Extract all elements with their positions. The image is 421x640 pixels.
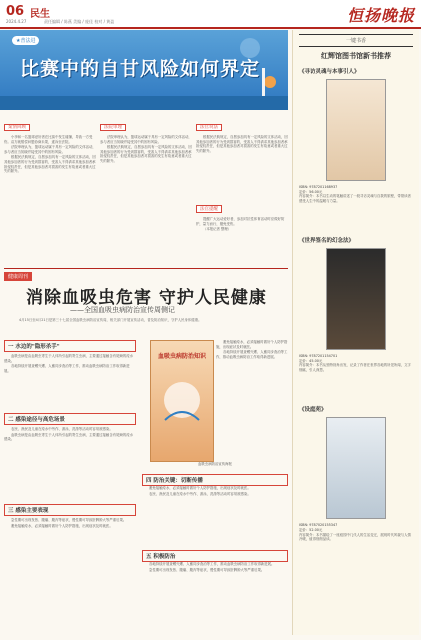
paragraph: 农民、渔民及儿童在疫水中劳作、游泳、洗涤等活动时容易被感染。 xyxy=(11,427,113,431)
paragraph: 各地持续开展查螺灭螺、人畜同步查治等工作，推动血吸虫病防治工作取得新进展。 xyxy=(149,562,275,566)
book-title: 《寻访灵魂与本事引人》 xyxy=(299,69,360,75)
book-isbn: ISBN: 9787201154701 xyxy=(299,354,338,359)
book-cover xyxy=(326,79,386,181)
paragraph: 避免接触疫水，必须接触时做好个人防护措施，出现症状及时就医。 xyxy=(149,486,251,490)
book-summary: 内容简介：本书从独特视角出发，记录了作者在世界各地的所见所闻，文字细腻，引人深思。 xyxy=(299,363,411,372)
feature2-right-column xyxy=(142,340,288,635)
paragraph: 避免接触疫水，必须接触时做好个人防护措施，出现症状及时就医。 xyxy=(216,340,288,349)
sidebar-title: 红辉馆图书馆新书推荐 xyxy=(321,52,391,60)
feature2-left-column xyxy=(4,340,136,635)
feature2-subtitle: ——全国血吸虫病防治宣传周侧记 xyxy=(70,306,175,314)
paragraph: 根据民法典规定，自愿参加具有一定风险的文体活动，因其他参加者的行为受到损害的，受害人不得请求其他参加者承担侵权责任，但是其他参加者对损害的发生有故意或者重大过失的除外。 xyxy=(100,145,192,163)
subhead-case: 案情回顾 xyxy=(4,124,30,131)
issue-date: 2024.4.27 xyxy=(6,19,27,24)
paragraph: 法院审理认为，篮球运动属于具有一定风险的文体活动，参与者应当知晓并接受其中的固有风险。 xyxy=(100,135,192,144)
health-tag: 健康周刊 xyxy=(4,272,32,281)
section-title: 民生 xyxy=(30,9,50,20)
paragraph: 根据民法典规定，自愿参加具有一定风险的文体活动，因其他参加者的行为受到损害的，受害人不得请求其他参加者承担侵权责任，但是其他参加者对损害的发生有故意或者重大过失的除外。 xyxy=(196,135,288,153)
book-summary: 内容简介：本书以生动的笔触讲述了一段寻访灵魂与自我的旅程，带领读者感受人生中的温暖与力量。 xyxy=(299,194,411,203)
paragraph: 各地持续开展查螺灭螺、人畜同步查治等工作，推动血吸虫病防治工作取得新进展。 xyxy=(216,350,288,359)
poster-title: 血吸虫病防治知识 xyxy=(157,353,206,360)
paragraph: 急性期可出现发热、腹痛、腹泻等症状，慢性期可导致肝脾肿大等严重后果。 xyxy=(11,518,127,522)
newspaper-logo: 恒扬晚报 xyxy=(346,6,415,25)
paragraph: 急性期可出现发热、腹痛、腹泻等症状，慢性期可导致肝脾肿大等严重后果。 xyxy=(149,567,265,572)
paragraph: 根据民法典规定，自愿参加具有一定风险的文体活动，因其他参加者的行为受到损害的，受害人不得请求其他参加者承担侵权责任，但是其他参加者对损害的发生有故意或者重大过失的除外。 xyxy=(4,155,96,174)
lead-text: 4月15日至4月21日是第三十七届全国血吸虫病防治宣传周，相关部门开展宣传活动，普及防治知识，守护人民身体健康。 xyxy=(19,318,202,322)
section-heading: 五 积极防治 xyxy=(142,550,288,562)
poster-caption: 血吸虫病防治宣传海报 xyxy=(198,462,232,466)
paragraph: 血吸虫病是由血吸虫寄生于人体所引起的寄生虫病，主要通过接触含有尾蚴的疫水感染。 xyxy=(4,432,134,442)
column-tag: ★普法进 xyxy=(12,36,39,45)
book-isbn: ISBN: 9787201168937 xyxy=(299,185,338,189)
paragraph: 血吸虫病是由血吸虫寄生于人体所引起的寄生虫病，主要通过接触含有尾蚴的疫水感染。 xyxy=(4,354,134,363)
editor-line: 责任编辑 / 陈燕 美编 / 庞佳 校对 / 黄盈 xyxy=(44,19,115,24)
paragraph: 各地持续开展查螺灭螺、人畜同步查治等工作，推动血吸虫病防治工作取得新进展。 xyxy=(4,364,130,373)
section-heading: 一 水边的"隐形杀手" xyxy=(4,340,136,352)
section-heading: 四 防治关键：切断传播 xyxy=(142,474,288,486)
book-isbn: ISBN: 9787020155347 xyxy=(299,523,338,528)
book-item xyxy=(293,67,419,230)
byline: （本报记者 整理） xyxy=(203,227,232,232)
subhead-trial: 法院审理 xyxy=(100,124,126,131)
health-poster xyxy=(150,340,214,462)
book-title: 《设庭苑》 xyxy=(299,407,327,414)
book-item xyxy=(293,230,419,399)
book-price: 定价：45.00元 xyxy=(299,358,323,363)
sidebar-tag: 一键书香 xyxy=(299,34,413,47)
book-summary: 内容简介：本书描绘了一座庭园中几代人的生活变迁，展现时代风貌与人情冷暖，值得细细品读。 xyxy=(299,532,411,542)
page-number: 06 xyxy=(6,4,25,19)
section-heading: 三 感染主要表现 xyxy=(4,504,136,516)
book-sidebar xyxy=(292,30,419,635)
divider xyxy=(4,268,288,269)
paragraph: 小李和一名篮球爱好者在比赛中发生碰撞，导致一方受伤。双方就赔偿问题协商未果，遂诉至法院。 xyxy=(4,135,93,144)
book-title: 《世界签名的幻念法》 xyxy=(299,238,355,245)
feature1-title: 比赛中的自甘风险如何界定 xyxy=(20,58,261,80)
book-cover xyxy=(326,417,386,519)
feature1-body xyxy=(4,113,288,263)
book-item xyxy=(293,399,419,562)
poster-illustration xyxy=(151,360,213,440)
feature2-title: 消除血吸虫危害 守护人民健康 xyxy=(26,288,267,308)
paragraph: 法院审理认为，篮球运动属于具有一定风险的文体活动，参与者应当知晓并接受其中的固有风险。 xyxy=(4,145,96,154)
paragraph: 农民、渔民及儿童在疫水中劳作、游泳、洗涤等活动时容易被感染。 xyxy=(149,491,251,496)
paragraph: 提醒广大运动爱好者，参加对抗性体育活动时应做好防护，量力而行，避免受伤。 xyxy=(196,217,285,226)
book-cover xyxy=(326,248,386,350)
subhead-judge: 法官说法 xyxy=(196,124,222,131)
masthead xyxy=(0,0,421,29)
feature2-lead xyxy=(12,318,282,336)
book-price: 定价：52.00元 xyxy=(299,527,323,532)
subhead-remind: 法官提醒 xyxy=(196,205,222,213)
book-price: 定价：56.00元 xyxy=(299,189,323,194)
section-heading: 二 感染途径与高危场景 xyxy=(4,413,136,425)
paragraph: 避免接触疫水，必须接触时做好个人防护措施，出现症状及时就医。 xyxy=(11,523,113,528)
